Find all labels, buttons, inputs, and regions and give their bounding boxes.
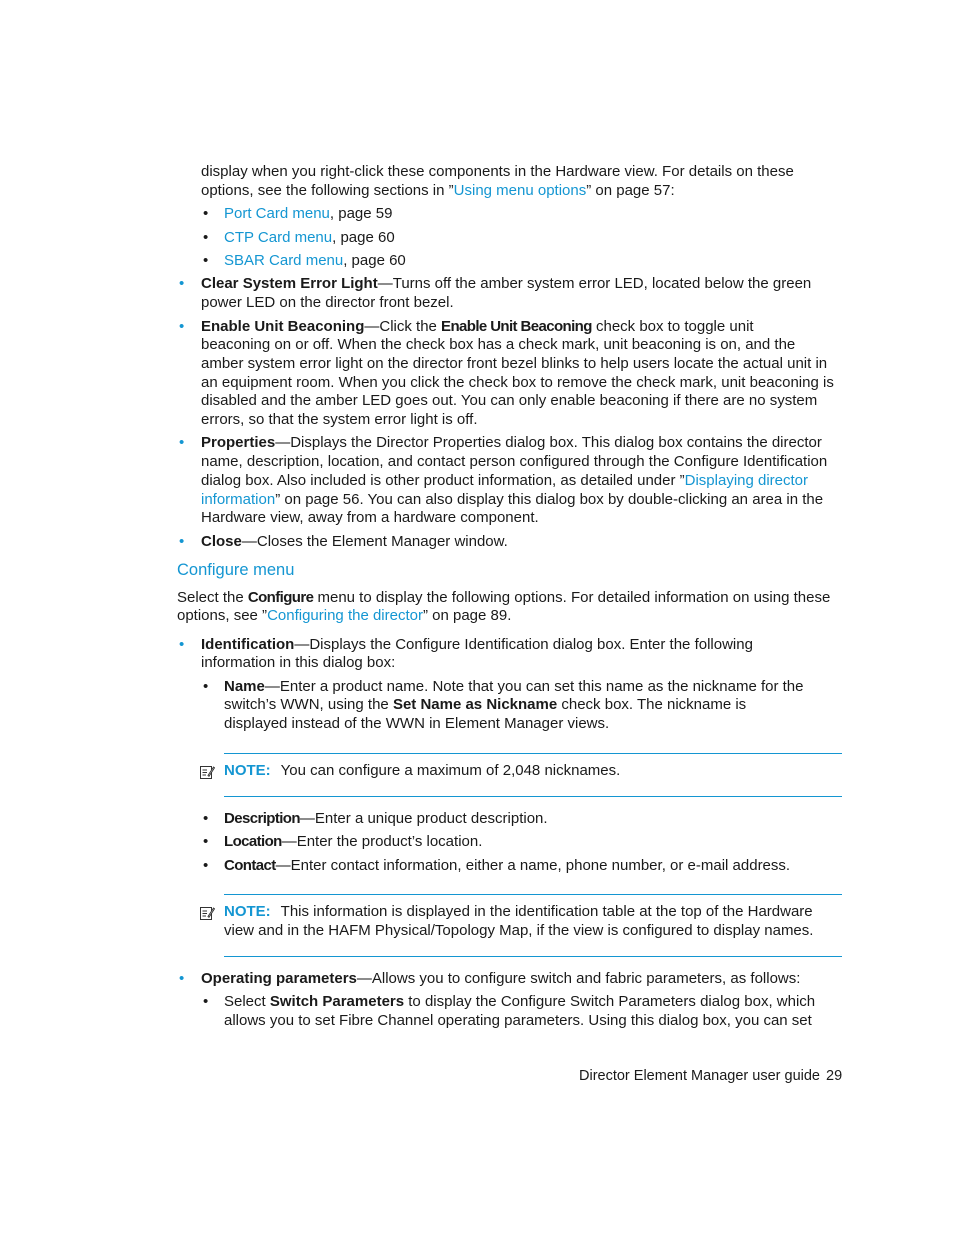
bullet-dot: • <box>203 810 209 827</box>
bullet-dot: • <box>179 434 185 451</box>
link-port-card-menu[interactable]: Port Card menu <box>224 205 330 222</box>
section-heading-configure-menu: Configure menu <box>177 561 295 579</box>
bullet-dot: • <box>179 636 185 653</box>
link-displaying-director-information[interactable]: Displaying director <box>684 472 809 489</box>
note-pencil-icon <box>199 764 215 780</box>
bullet-dot: • <box>203 993 209 1010</box>
properties-line-1: Properties—Displays the Director Properties dialog box. This dialog box contains the director <box>201 434 822 451</box>
configure-para-line-2: options, see ”Configuring the director” on page 89. <box>177 607 512 624</box>
identification-line-2: information in this dialog box: <box>201 654 396 671</box>
note-divider-bottom <box>224 956 842 957</box>
beaconing-line-2: beaconing on or off. When the check box has a check mark, unit beaconing is on, and the <box>201 336 796 353</box>
beaconing-line-6: errors, so that the system error light is off. <box>201 411 478 428</box>
note-pencil-icon <box>199 905 215 921</box>
beaconing-line-4: an equipment room. When you click the check box to remove the check mark, unit beaconing is <box>201 374 834 391</box>
bullet-dot: • <box>179 318 185 335</box>
note-2-line-2: view and in the HAFM Physical/Topology Map, if the view is configured to display names. <box>224 922 814 939</box>
list-item-sbar-card: SBAR Card menu, page 60 <box>224 252 406 269</box>
note-divider-bottom <box>224 796 842 797</box>
name-line-2: switch’s WWN, using the Set Name as Nickname check box. The nickname is <box>224 696 747 713</box>
link-sbar-card-menu[interactable]: SBAR Card menu <box>224 252 344 269</box>
bullet-dot: • <box>203 229 209 246</box>
properties-line-3: dialog box. Also included is other product information, as detailed under ”Displaying director <box>201 472 809 489</box>
identification-line-1: Identification—Displays the Configure Identification dialog box. Enter the following <box>201 636 753 653</box>
note-1: NOTE: You can configure a maximum of 2,048 nicknames. <box>224 762 621 779</box>
switch-params-line-1: Select Switch Parameters to display the Configure Switch Parameters dialog box, which <box>224 993 816 1010</box>
note-2-line-1: NOTE: This information is displayed in the identification table at the top of the Hardware <box>224 903 813 920</box>
description-item: Description—Enter a unique product description. <box>224 810 548 827</box>
link-ctp-card-menu[interactable]: CTP Card menu <box>224 229 333 246</box>
bullet-dot: • <box>179 533 185 550</box>
bullet-dot: • <box>179 970 185 987</box>
properties-line-2: name, description, location, and contact person configured through the Configure Identification <box>201 453 828 470</box>
beaconing-line-5: disabled and the amber LED goes out. You can only enable beaconing if there are no system <box>201 392 818 409</box>
list-item-port-card: Port Card menu, page 59 <box>224 205 393 222</box>
bullet-dot: • <box>203 833 209 850</box>
link-configuring-the-director[interactable]: Configuring the director <box>267 607 423 624</box>
properties-line-4: information” on page 56. You can also display this dialog box by double-clicking an area in the <box>201 491 824 508</box>
bullet-dot: • <box>203 252 209 269</box>
operating-params-item: Operating parameters—Allows you to configure switch and fabric parameters, as follows: <box>201 970 801 987</box>
page-number: 29 <box>826 1068 843 1084</box>
note-divider-top <box>224 894 842 895</box>
contact-item: Contact—Enter contact information, either a name, phone number, or e-mail address. <box>224 857 791 874</box>
list-item-ctp-card: CTP Card menu, page 60 <box>224 229 395 246</box>
beaconing-line-3: amber system error light on the director front bezel blinks to help users locate the actual unit in <box>201 355 828 372</box>
configure-para-line-1: Select the Configure menu to display the following options. For detailed information on using these <box>177 589 831 606</box>
link-using-menu-options[interactable]: Using menu options <box>453 182 587 199</box>
properties-line-5: Hardware view, away from a hardware component. <box>201 509 539 526</box>
note-divider-top <box>224 753 842 754</box>
intro-line-2: options, see the following sections in ”Using menu options” on page 57: <box>201 182 675 199</box>
name-line-3: displayed instead of the WWN in Element Manager views. <box>224 715 610 732</box>
clear-error-line-1: Clear System Error Light—Turns off the amber system error LED, located below the green <box>201 275 812 292</box>
bullet-dot: • <box>179 275 185 292</box>
close-item: Close—Closes the Element Manager window. <box>201 533 508 550</box>
bullet-dot: • <box>203 205 209 222</box>
clear-error-line-2: power LED on the director front bezel. <box>201 294 454 311</box>
name-line-1: Name—Enter a product name. Note that you can set this name as the nickname for the <box>224 678 804 695</box>
footer-title: Director Element Manager user guide <box>579 1068 820 1084</box>
intro-line-1: display when you right-click these components in the Hardware view. For details on these <box>201 163 794 180</box>
location-item: Location—Enter the product’s location. <box>224 833 483 850</box>
bullet-dot: • <box>203 857 209 874</box>
bullet-dot: • <box>203 678 209 695</box>
beaconing-line-1: Enable Unit Beaconing—Click the Enable Unit Beaconing check box to toggle unit <box>201 318 754 335</box>
link-displaying-director-information-cont[interactable]: information <box>201 491 276 508</box>
switch-params-line-2: allows you to set Fibre Channel operating parameters. Using this dialog box, you can set <box>224 1012 812 1029</box>
